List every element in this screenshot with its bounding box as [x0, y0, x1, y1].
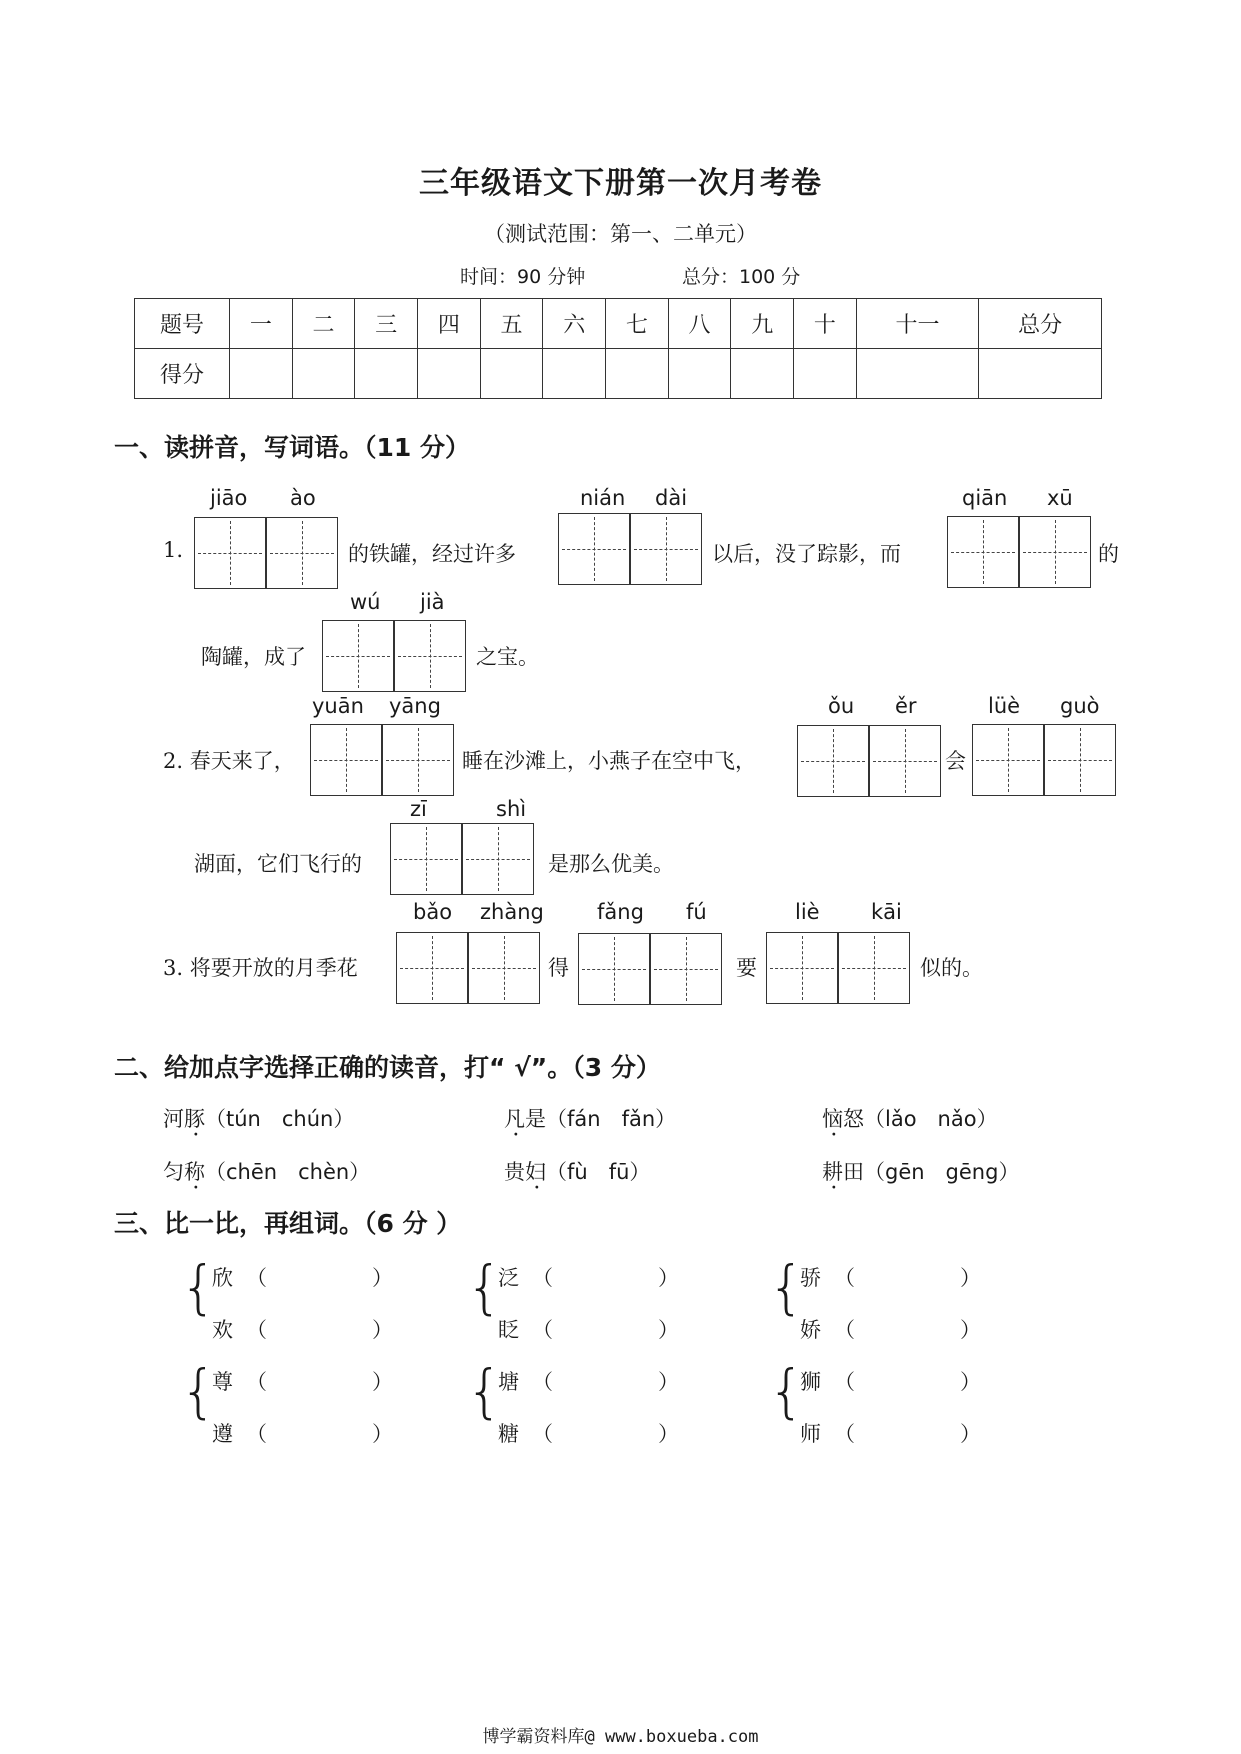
compare-char: 泛 — [498, 1266, 519, 1290]
writing-box[interactable] — [838, 932, 910, 1004]
score-entry-cell[interactable] — [355, 349, 418, 399]
writing-box[interactable] — [310, 724, 382, 796]
q2-text: 湖面，它们飞行的 — [194, 852, 362, 876]
writing-box[interactable] — [390, 823, 462, 895]
q2-text: 2. 春天来了， — [163, 749, 295, 773]
pinyin: bǎo — [413, 900, 453, 924]
answer-paren-open: （ — [246, 1266, 267, 1290]
brace-icon: { — [180, 1357, 217, 1425]
score-entry-cell[interactable] — [292, 349, 355, 399]
writing-box[interactable] — [322, 620, 394, 692]
answer-paren-close[interactable]: ） — [658, 1266, 679, 1290]
q2-text: 会 — [945, 749, 966, 773]
q3-text: 得 — [548, 956, 569, 980]
score-table — [134, 298, 1102, 399]
writing-box[interactable] — [630, 513, 702, 585]
brace-icon: { — [466, 1357, 503, 1425]
score-entry-cell[interactable] — [794, 349, 857, 399]
reading-options: （fù fū） — [546, 1160, 651, 1184]
table-cell: 十 — [794, 299, 857, 349]
table-cell: 题号 — [135, 299, 230, 349]
footer-watermark: 博学霸资料库@ www.boxueba.com — [482, 1727, 759, 1747]
answer-paren-close[interactable]: ） — [372, 1370, 393, 1394]
section1-heading: 一、读拼音，写词语。（11 分） — [114, 433, 470, 462]
score-entry-cell[interactable] — [418, 349, 481, 399]
compare-char: 尊 — [212, 1370, 233, 1394]
writing-box[interactable] — [1019, 516, 1091, 588]
reading-item[interactable]: 恼怒（lǎo nǎo） — [822, 1107, 998, 1131]
reading-options: （fán fǎn） — [546, 1107, 677, 1131]
score-entry-cell[interactable] — [856, 349, 979, 399]
q3-text: 3. 将要开放的月季花 — [163, 956, 358, 980]
pinyin: wú — [350, 590, 381, 614]
answer-paren-close[interactable]: ） — [372, 1266, 393, 1290]
table-cell: 一 — [230, 299, 293, 349]
writing-box[interactable] — [396, 932, 468, 1004]
dotted-char: 妇 — [525, 1160, 546, 1184]
pinyin: guò — [1060, 694, 1100, 718]
dotted-char: 恼 — [822, 1107, 843, 1131]
compare-char: 欢 — [212, 1318, 233, 1342]
writing-box[interactable] — [869, 725, 941, 797]
compare-char: 眨 — [498, 1318, 519, 1342]
reading-options: （lǎo nǎo） — [864, 1107, 998, 1131]
writing-box[interactable] — [947, 516, 1019, 588]
pinyin: jiāo — [210, 486, 248, 510]
pinyin: kāi — [871, 900, 902, 924]
reading-options: （tún chún） — [205, 1107, 355, 1131]
answer-paren-close[interactable]: ） — [658, 1422, 679, 1446]
score-entry-cell[interactable] — [731, 349, 794, 399]
answer-paren-open: （ — [246, 1370, 267, 1394]
answer-paren-close[interactable]: ） — [960, 1422, 981, 1446]
section3-heading: 三、比一比，再组词。（6 分 ） — [114, 1209, 462, 1238]
time-limit: 时间：90 分钟 — [460, 266, 586, 288]
answer-paren-open: （ — [532, 1318, 553, 1342]
total-score: 总分：100 分 — [682, 266, 801, 288]
table-cell: 九 — [731, 299, 794, 349]
reading-options: （gēn gēng） — [864, 1160, 1020, 1184]
compare-char: 遵 — [212, 1422, 233, 1446]
answer-paren-open: （ — [246, 1422, 267, 1446]
reading-item[interactable]: 河豚（tún chún） — [163, 1107, 355, 1131]
table-cell: 七 — [606, 299, 669, 349]
q1-text: 以后，没了踪影，而 — [712, 542, 901, 566]
writing-box[interactable] — [797, 725, 869, 797]
compare-char: 欣 — [212, 1266, 233, 1290]
reading-item[interactable]: 凡是（fán fǎn） — [504, 1107, 677, 1131]
pinyin: qiān — [962, 486, 1008, 510]
score-table-score-row — [135, 349, 1102, 399]
q1-text: 的 — [1098, 542, 1119, 566]
pinyin: yuān — [312, 694, 364, 718]
dotted-char: 凡 — [504, 1107, 525, 1131]
answer-paren-open: （ — [834, 1422, 855, 1446]
compare-char: 狮 — [800, 1370, 821, 1394]
q3-text: 要 — [736, 956, 757, 980]
compare-char: 糖 — [498, 1422, 519, 1446]
table-cell: 八 — [668, 299, 731, 349]
brace-icon: { — [180, 1253, 217, 1321]
answer-paren-open: （ — [246, 1318, 267, 1342]
pinyin: zhàng — [480, 900, 544, 924]
pinyin: ěr — [895, 694, 917, 718]
writing-box[interactable] — [972, 724, 1044, 796]
score-entry-cell[interactable] — [668, 349, 731, 399]
q2-text: 睡在沙滩上，小燕子在空中飞， — [462, 749, 756, 773]
table-cell: 十一 — [856, 299, 979, 349]
writing-box[interactable] — [1044, 724, 1116, 796]
pinyin: ǒu — [828, 694, 855, 718]
answer-paren-open: （ — [834, 1266, 855, 1290]
pinyin: dài — [655, 486, 688, 510]
reading-options: （chēn chèn） — [205, 1160, 371, 1184]
answer-paren-open: （ — [532, 1370, 553, 1394]
pinyin: fú — [686, 900, 707, 924]
dotted-char: 耕 — [822, 1160, 843, 1184]
writing-box[interactable] — [766, 932, 838, 1004]
dotted-char: 称 — [184, 1160, 205, 1184]
q3-text: 似的。 — [920, 956, 983, 980]
score-entry-cell[interactable] — [606, 349, 669, 399]
pinyin: ào — [290, 486, 316, 510]
writing-box[interactable] — [650, 933, 722, 1005]
q1-text: 的铁罐，经过许多 — [348, 542, 516, 566]
answer-paren-close[interactable]: ） — [960, 1266, 981, 1290]
table-cell: 六 — [543, 299, 606, 349]
compare-char: 娇 — [800, 1318, 821, 1342]
writing-box[interactable] — [266, 517, 338, 589]
writing-box[interactable] — [194, 517, 266, 589]
table-cell: 总分 — [979, 299, 1102, 349]
answer-paren-close[interactable]: ） — [960, 1370, 981, 1394]
dotted-char: 豚 — [184, 1107, 205, 1131]
answer-paren-close[interactable]: ） — [372, 1422, 393, 1446]
page-title: 三年级语文下册第一次月考卷 — [419, 166, 822, 201]
score-entry-cell[interactable] — [979, 349, 1102, 399]
pinyin: yāng — [389, 694, 441, 718]
section2-heading: 二、给加点字选择正确的读音，打“ √”。（3 分） — [114, 1053, 661, 1082]
writing-box[interactable] — [558, 513, 630, 585]
score-entry-cell[interactable] — [230, 349, 293, 399]
q1-text: 陶罐，成了 — [201, 645, 306, 669]
answer-paren-close[interactable]: ） — [658, 1318, 679, 1342]
writing-box[interactable] — [462, 823, 534, 895]
reading-item[interactable]: 匀称（chēn chèn） — [163, 1160, 371, 1184]
pinyin: jià — [420, 590, 445, 614]
score-table-header-row — [135, 299, 1102, 349]
score-entry-cell[interactable] — [543, 349, 606, 399]
pinyin: shì — [496, 797, 527, 821]
answer-paren-open: （ — [834, 1318, 855, 1342]
table-cell: 五 — [480, 299, 543, 349]
writing-box[interactable] — [578, 933, 650, 1005]
score-entry-cell[interactable] — [480, 349, 543, 399]
table-cell: 得分 — [135, 349, 230, 399]
answer-paren-open: （ — [834, 1370, 855, 1394]
writing-box[interactable] — [468, 932, 540, 1004]
reading-item[interactable]: 耕田（gēn gēng） — [822, 1160, 1020, 1184]
pinyin: liè — [795, 900, 820, 924]
q2-text: 是那么优美。 — [548, 852, 674, 876]
brace-icon: { — [768, 1253, 805, 1321]
table-cell: 四 — [418, 299, 481, 349]
test-scope: （测试范围：第一、二单元） — [484, 222, 757, 246]
pinyin: lüè — [988, 694, 1021, 718]
reading-item[interactable]: 贵妇（fù fū） — [504, 1160, 651, 1184]
answer-paren-open: （ — [532, 1266, 553, 1290]
brace-icon: { — [768, 1357, 805, 1425]
pinyin: nián — [580, 486, 626, 510]
writing-box[interactable] — [382, 724, 454, 796]
writing-box[interactable] — [394, 620, 466, 692]
answer-paren-close[interactable]: ） — [658, 1370, 679, 1394]
table-cell: 二 — [292, 299, 355, 349]
compare-char: 师 — [800, 1422, 821, 1446]
pinyin: zī — [410, 797, 427, 821]
compare-char: 塘 — [498, 1370, 519, 1394]
table-cell: 三 — [355, 299, 418, 349]
q1-text: 之宝。 — [476, 645, 539, 669]
pinyin: fǎng — [597, 900, 644, 924]
answer-paren-close[interactable]: ） — [960, 1318, 981, 1342]
answer-paren-open: （ — [532, 1422, 553, 1446]
answer-paren-close[interactable]: ） — [372, 1318, 393, 1342]
pinyin: xū — [1047, 486, 1073, 510]
brace-icon: { — [466, 1253, 503, 1321]
q1-number: 1. — [163, 538, 184, 562]
compare-char: 骄 — [800, 1266, 821, 1290]
